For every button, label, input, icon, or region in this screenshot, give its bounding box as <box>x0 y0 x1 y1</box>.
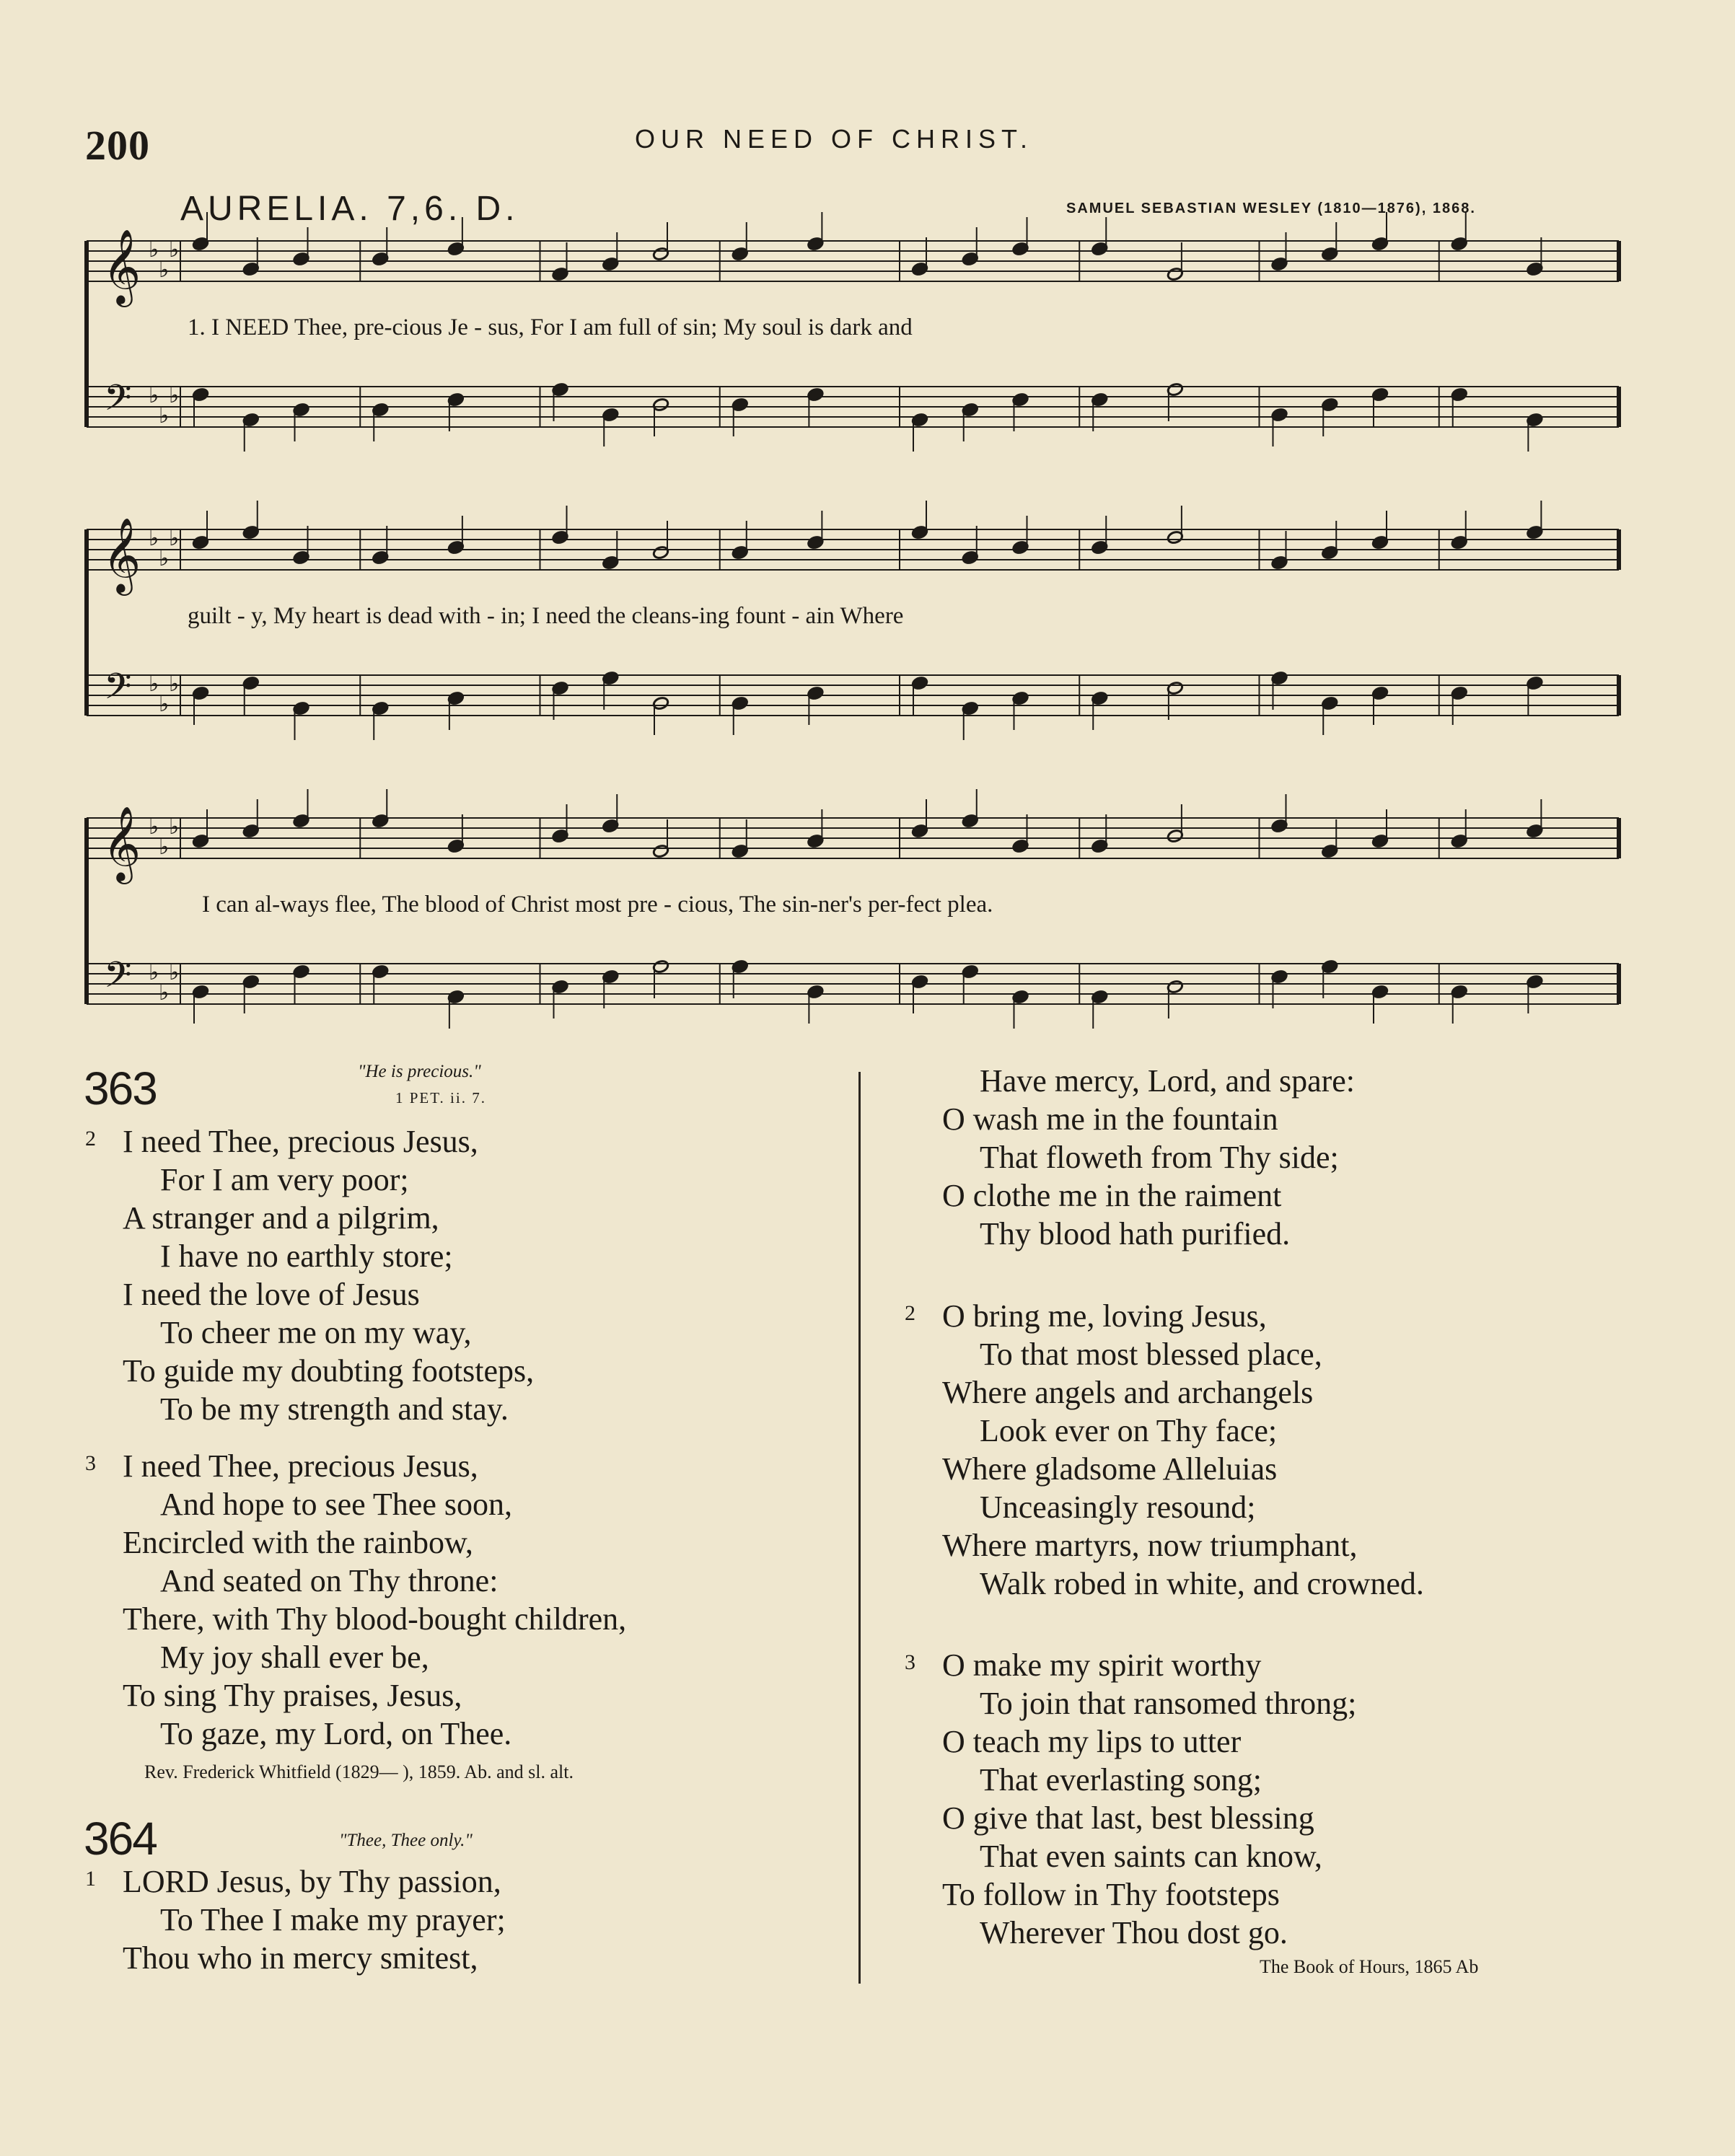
flat-sign-icon: ♭ <box>169 960 180 985</box>
hymn-364-verse-1 <box>85 1862 506 1977</box>
hymn-364-verse-1-continued <box>942 1062 1355 1253</box>
verse-line: I need Thee, precious Jesus, <box>123 1448 478 1484</box>
flat-sign-icon: ♭ <box>149 672 159 697</box>
verse-line: Thy blood hath purified. <box>980 1216 1291 1251</box>
verse-line: And seated on Thy throne: <box>160 1563 498 1598</box>
composer-credit: SAMUEL SEBASTIAN WESLEY (1810—1876), 1868. <box>1066 201 1476 216</box>
tune-meter: 7,6. D. <box>387 190 519 228</box>
page-number: 200 <box>85 122 150 169</box>
verse-number: 1 <box>85 1867 96 1891</box>
verse-line: To gaze, my Lord, on Thee. <box>160 1716 512 1751</box>
verse-line: There, with Thy blood-bought children, <box>123 1601 627 1637</box>
verse-line: To guide my doubting footsteps, <box>123 1353 535 1389</box>
verse-line: To follow in Thy footsteps <box>942 1877 1280 1912</box>
flat-sign-icon: ♭ <box>169 237 180 263</box>
hymn-363-motto: "He is precious." <box>358 1062 481 1081</box>
verse-line: Look ever on Thy face; <box>980 1413 1278 1448</box>
verse-line: To Thee I make my prayer; <box>160 1902 506 1937</box>
scripture-reference: 1 PET. ii. 7. <box>395 1089 486 1106</box>
score-lyric-line-3: I can al-ways flee, The blood of Christ most pre - cious, The sin-ner's per-fect plea. <box>202 892 993 918</box>
hymn-364-verse-3 <box>905 1646 1357 1952</box>
hymn-363-verse-2 <box>85 1122 535 1428</box>
verse-line: That everlasting song; <box>980 1762 1262 1798</box>
verse-line: O bring me, loving Jesus, <box>942 1298 1267 1334</box>
verse-line: O wash me in the fountain <box>942 1101 1278 1137</box>
flat-sign-icon: ♭ <box>159 980 170 1006</box>
verse-line: My joy shall ever be, <box>160 1640 429 1675</box>
verse-line: That floweth from Thy side; <box>980 1140 1339 1175</box>
hymn-363-attribution: Rev. Frederick Whitfield (1829— ), 1859. Ab. and sl. alt. <box>144 1761 574 1782</box>
hymn-363-verse-3 <box>85 1447 627 1753</box>
flat-sign-icon: ♭ <box>159 258 170 283</box>
score-lyric-line-2: guilt - y, My heart is dead with - in; I need the cleans-ing fount - ain Where <box>188 603 904 629</box>
flat-sign-icon: ♭ <box>169 814 180 840</box>
hymn-364-motto: "Thee, Thee only." <box>339 1831 473 1850</box>
verse-line: O make my spirit worthy <box>942 1647 1262 1683</box>
flat-sign-icon: ♭ <box>159 546 170 571</box>
flat-sign-icon: ♭ <box>169 526 180 551</box>
flat-sign-icon: ♭ <box>149 814 159 840</box>
hymn-number-364: 364 <box>84 1813 157 1865</box>
music-score <box>0 0 1735 1039</box>
score-lyric-line-1: 1. I NEED Thee, pre-cious Je - sus, For I am full of sin; My soul is dark and <box>188 314 913 340</box>
verse-line: I need the love of Jesus <box>123 1277 420 1312</box>
hymn-number-363: 363 <box>84 1062 157 1114</box>
verse-line: O teach my lips to utter <box>942 1724 1242 1759</box>
verse-number: 2 <box>85 1127 96 1150</box>
flat-sign-icon: ♭ <box>149 526 159 551</box>
verse-line: Where martyrs, now triumphant, <box>942 1528 1358 1563</box>
verse-line: Walk robed in white, and crowned. <box>980 1566 1424 1601</box>
flat-sign-icon: ♭ <box>169 672 180 697</box>
verse-line: Where gladsome Alleluias <box>942 1451 1278 1487</box>
verse-line: To cheer me on my way, <box>160 1315 472 1350</box>
verse-number: 3 <box>905 1650 915 1674</box>
verse-line: Thou who in mercy smitest, <box>123 1940 478 1976</box>
verse-line: To sing Thy praises, Jesus, <box>123 1678 462 1713</box>
flat-sign-icon: ♭ <box>149 383 159 408</box>
flat-sign-icon: ♭ <box>159 835 170 860</box>
verse-line: To that most blessed place, <box>980 1337 1322 1372</box>
verse-line: I have no earthly store; <box>160 1238 453 1274</box>
verse-number: 2 <box>905 1301 915 1325</box>
verse-line: Encircled with the rainbow, <box>123 1525 473 1560</box>
tune-name: AURELIA. <box>180 190 373 228</box>
flat-sign-icon: ♭ <box>149 237 159 263</box>
verse-line: O clothe me in the raiment <box>942 1178 1282 1213</box>
verse-line: Wherever Thou dost go. <box>980 1915 1288 1950</box>
treble-clef-icon: 𝄞 <box>102 517 141 593</box>
verse-line: Have mercy, Lord, and spare: <box>980 1063 1356 1099</box>
verse-line: To join that ransomed throng; <box>980 1686 1357 1721</box>
bass-clef-icon: 𝄢 <box>104 954 132 1005</box>
verse-line: For I am very poor; <box>160 1162 409 1197</box>
verse-line: A stranger and a pilgrim, <box>123 1200 439 1236</box>
flat-sign-icon: ♭ <box>159 403 170 428</box>
flat-sign-icon: ♭ <box>149 960 159 985</box>
flat-sign-icon: ♭ <box>159 692 170 717</box>
bass-clef-icon: 𝄢 <box>104 377 132 428</box>
hymn-364-verse-2 <box>905 1297 1424 1603</box>
verse-line: I need Thee, precious Jesus, <box>123 1124 478 1159</box>
verse-line: LORD Jesus, by Thy passion, <box>123 1864 501 1899</box>
verse-line: Where angels and archangels <box>942 1375 1314 1410</box>
verse-line: That even saints can know, <box>980 1839 1322 1874</box>
treble-clef-icon: 𝄞 <box>102 806 141 881</box>
flat-sign-icon: ♭ <box>169 383 180 408</box>
verse-line: O give that last, best blessing <box>942 1800 1314 1836</box>
verse-line: To be my strength and stay. <box>160 1391 509 1427</box>
bass-clef-icon: 𝄢 <box>104 666 132 716</box>
hymn-364-attribution: The Book of Hours, 1865 Ab <box>1260 1956 1479 1977</box>
verse-number: 3 <box>85 1451 96 1475</box>
verse-line: Unceasingly resound; <box>980 1490 1256 1525</box>
treble-clef-icon: 𝄞 <box>102 229 141 304</box>
running-head: OUR NEED OF CHRIST. <box>635 124 1034 154</box>
column-divider <box>858 1072 861 1984</box>
verse-line: And hope to see Thee soon, <box>160 1487 512 1522</box>
